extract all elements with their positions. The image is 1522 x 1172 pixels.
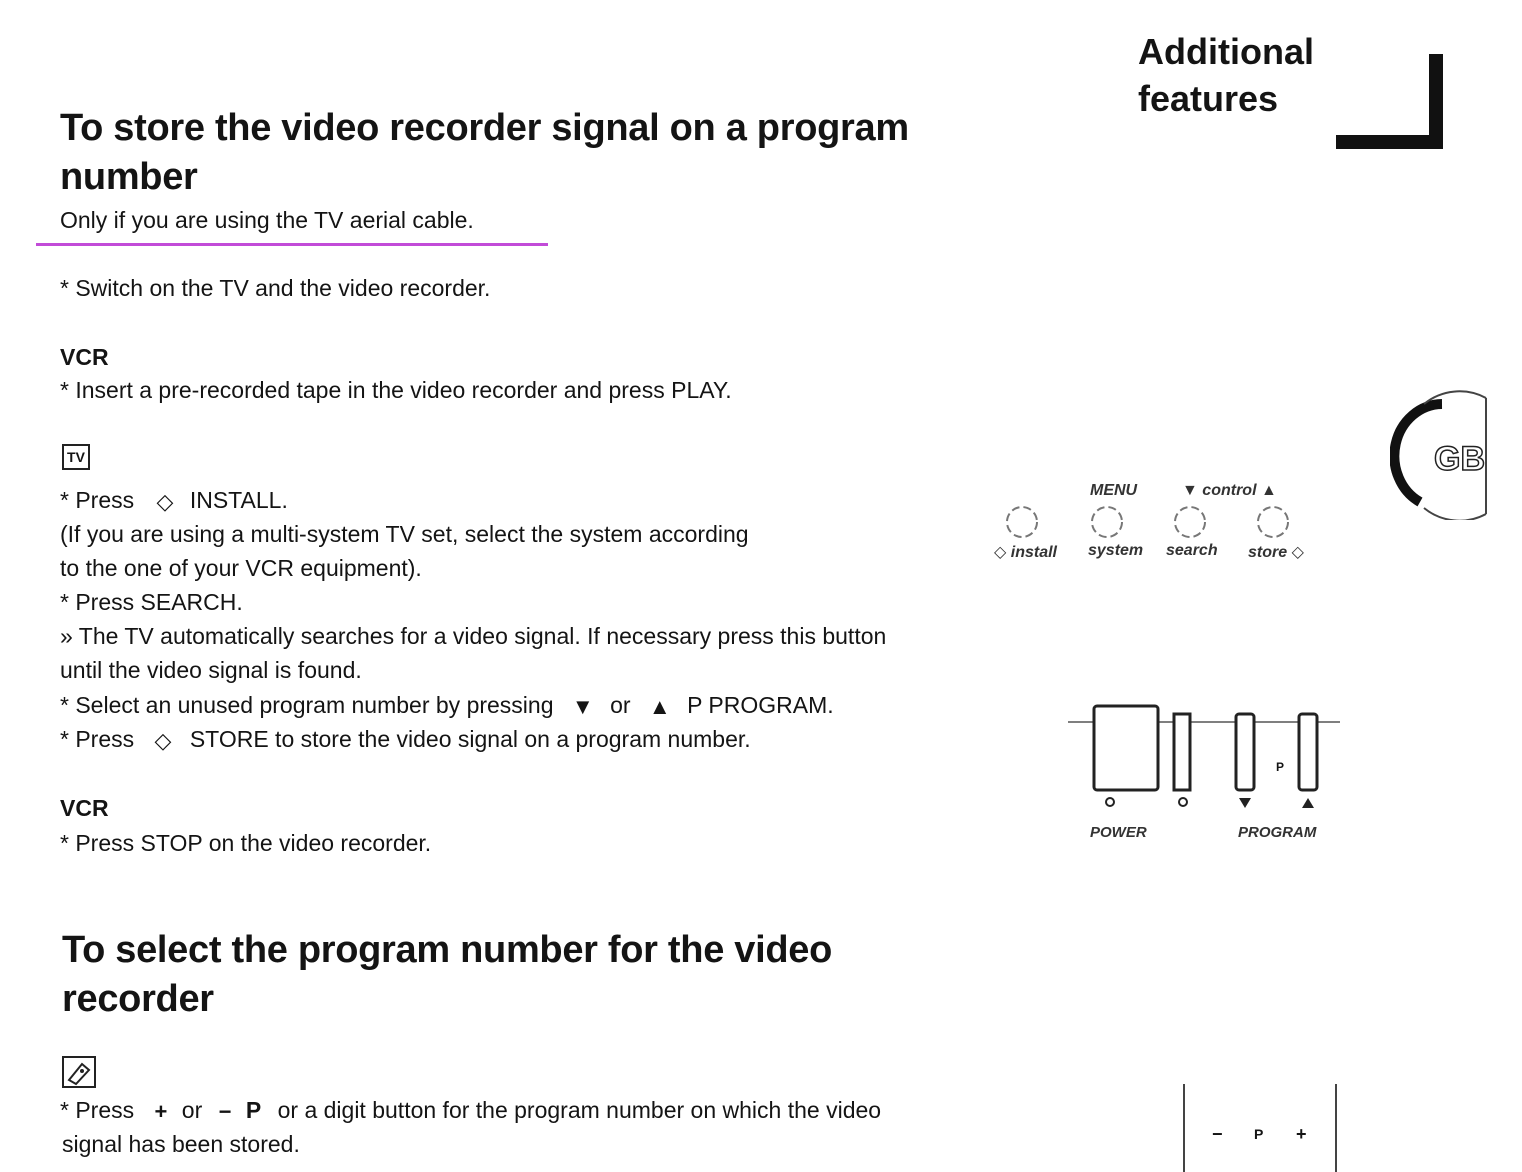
step-install-prefix: * Press <box>60 487 135 513</box>
section2-title <box>62 926 1062 1024</box>
search-button-shape <box>1175 507 1205 537</box>
corner-bracket-icon <box>1330 50 1455 155</box>
step-insert-tape: * Insert a pre-recorded tape in the video recorder and press PLAY. <box>60 377 732 403</box>
install-button-shape <box>1007 507 1037 537</box>
plus-icon: + <box>154 1098 168 1124</box>
remote-p-label: P <box>1254 1126 1264 1142</box>
tv-icon <box>62 444 90 470</box>
step-press-line2: signal has been stored. <box>62 1131 300 1157</box>
step-search: * Press SEARCH. <box>60 589 243 615</box>
gb-badge <box>1390 390 1494 520</box>
menu-label: MENU <box>1090 482 1138 499</box>
step-store <box>60 722 751 758</box>
power-label: POWER <box>1090 824 1147 841</box>
step-press-program <box>60 1093 881 1129</box>
store-label: store ◇ <box>1248 544 1304 561</box>
system-button-shape <box>1092 507 1122 537</box>
section1-title-line2: number <box>60 156 198 198</box>
program-p-label: P <box>1276 760 1285 774</box>
step-install <box>60 483 288 519</box>
step-install-suffix: INSTALL. <box>189 487 288 513</box>
section1-title <box>60 104 1060 202</box>
select-or: or <box>610 692 631 718</box>
timer-button-shape <box>1174 714 1190 790</box>
select-suffix: P PROGRAM. <box>687 692 834 718</box>
press-p: P <box>245 1097 262 1123</box>
control-panel-top <box>990 478 1330 568</box>
search-label: search <box>1166 542 1218 559</box>
vcr-label-2: VCR <box>60 795 109 821</box>
multisystem-line2: to the one of your VCR equipment). <box>60 555 422 581</box>
store-prefix: * Press <box>60 726 135 752</box>
search-line1: » The TV automatically searches for a video signal. If necessary press this button <box>60 623 887 649</box>
install-diamond-icon: ◇ <box>156 488 174 514</box>
install-label-text: install <box>1010 544 1057 561</box>
arrow-up-icon: ▲ <box>648 693 671 719</box>
power-button-shape <box>1094 706 1158 790</box>
remote-plus-label: + <box>1296 1124 1307 1144</box>
control-down-icon: ▼ <box>1182 482 1198 499</box>
subtitle-underline <box>36 243 548 246</box>
section2-title-line1: To select the program number for the video <box>62 929 833 971</box>
select-prefix: * Select an unused program number by pressing <box>60 692 554 718</box>
vcr-label-1: VCR <box>60 344 109 370</box>
store-label-text: store <box>1248 544 1288 561</box>
system-label: system <box>1088 542 1144 559</box>
corner-title-line1: Additional <box>1138 31 1314 72</box>
press-or: or <box>181 1097 203 1123</box>
store-suffix: STORE to store the video signal on a program number. <box>189 726 751 752</box>
section1-title-line1: To store the video recorder signal on a program <box>60 107 909 149</box>
control-label-text: control <box>1202 482 1257 499</box>
store-button-shape <box>1258 507 1288 537</box>
program-up-shape <box>1299 714 1317 790</box>
corner-title <box>1138 28 1314 122</box>
store-diamond-icon: ◇ <box>154 727 172 753</box>
program-label: PROGRAM <box>1238 824 1317 841</box>
remote-fragment <box>1180 1082 1340 1172</box>
search-line2: until the video signal is found. <box>60 657 362 683</box>
section1-subtitle: Only if you are using the TV aerial cable. <box>60 207 474 233</box>
arrow-down-icon: ▼ <box>571 693 594 719</box>
remote-control-icon <box>62 1056 96 1088</box>
tv-icon-text: TV <box>62 444 90 470</box>
power-program-shapes <box>1066 700 1346 810</box>
minus-icon: − <box>218 1098 232 1124</box>
power-program-panel <box>1066 700 1346 850</box>
step-stop: * Press STOP on the video recorder. <box>60 830 432 856</box>
step-switch-on: * Switch on the TV and the video recorder. <box>60 275 491 301</box>
multisystem-line1: (If you are using a multi-system TV set, select the system according <box>60 521 749 547</box>
install-label: ◇ install <box>994 544 1057 561</box>
remote-minus-label: − <box>1212 1124 1223 1144</box>
control-up-icon: ▲ <box>1260 482 1277 499</box>
panel-buttons <box>990 502 1330 542</box>
program-down-shape <box>1236 714 1254 790</box>
press-suffix: or a digit button for the program number on which the video <box>277 1097 882 1123</box>
control-label <box>1182 482 1277 500</box>
press-prefix: * Press <box>60 1097 135 1123</box>
corner-title-line2: features <box>1138 78 1279 119</box>
step-select-program <box>60 688 834 724</box>
section2-title-line2: recorder <box>62 978 214 1020</box>
gb-badge-text: GB <box>1434 440 1485 478</box>
